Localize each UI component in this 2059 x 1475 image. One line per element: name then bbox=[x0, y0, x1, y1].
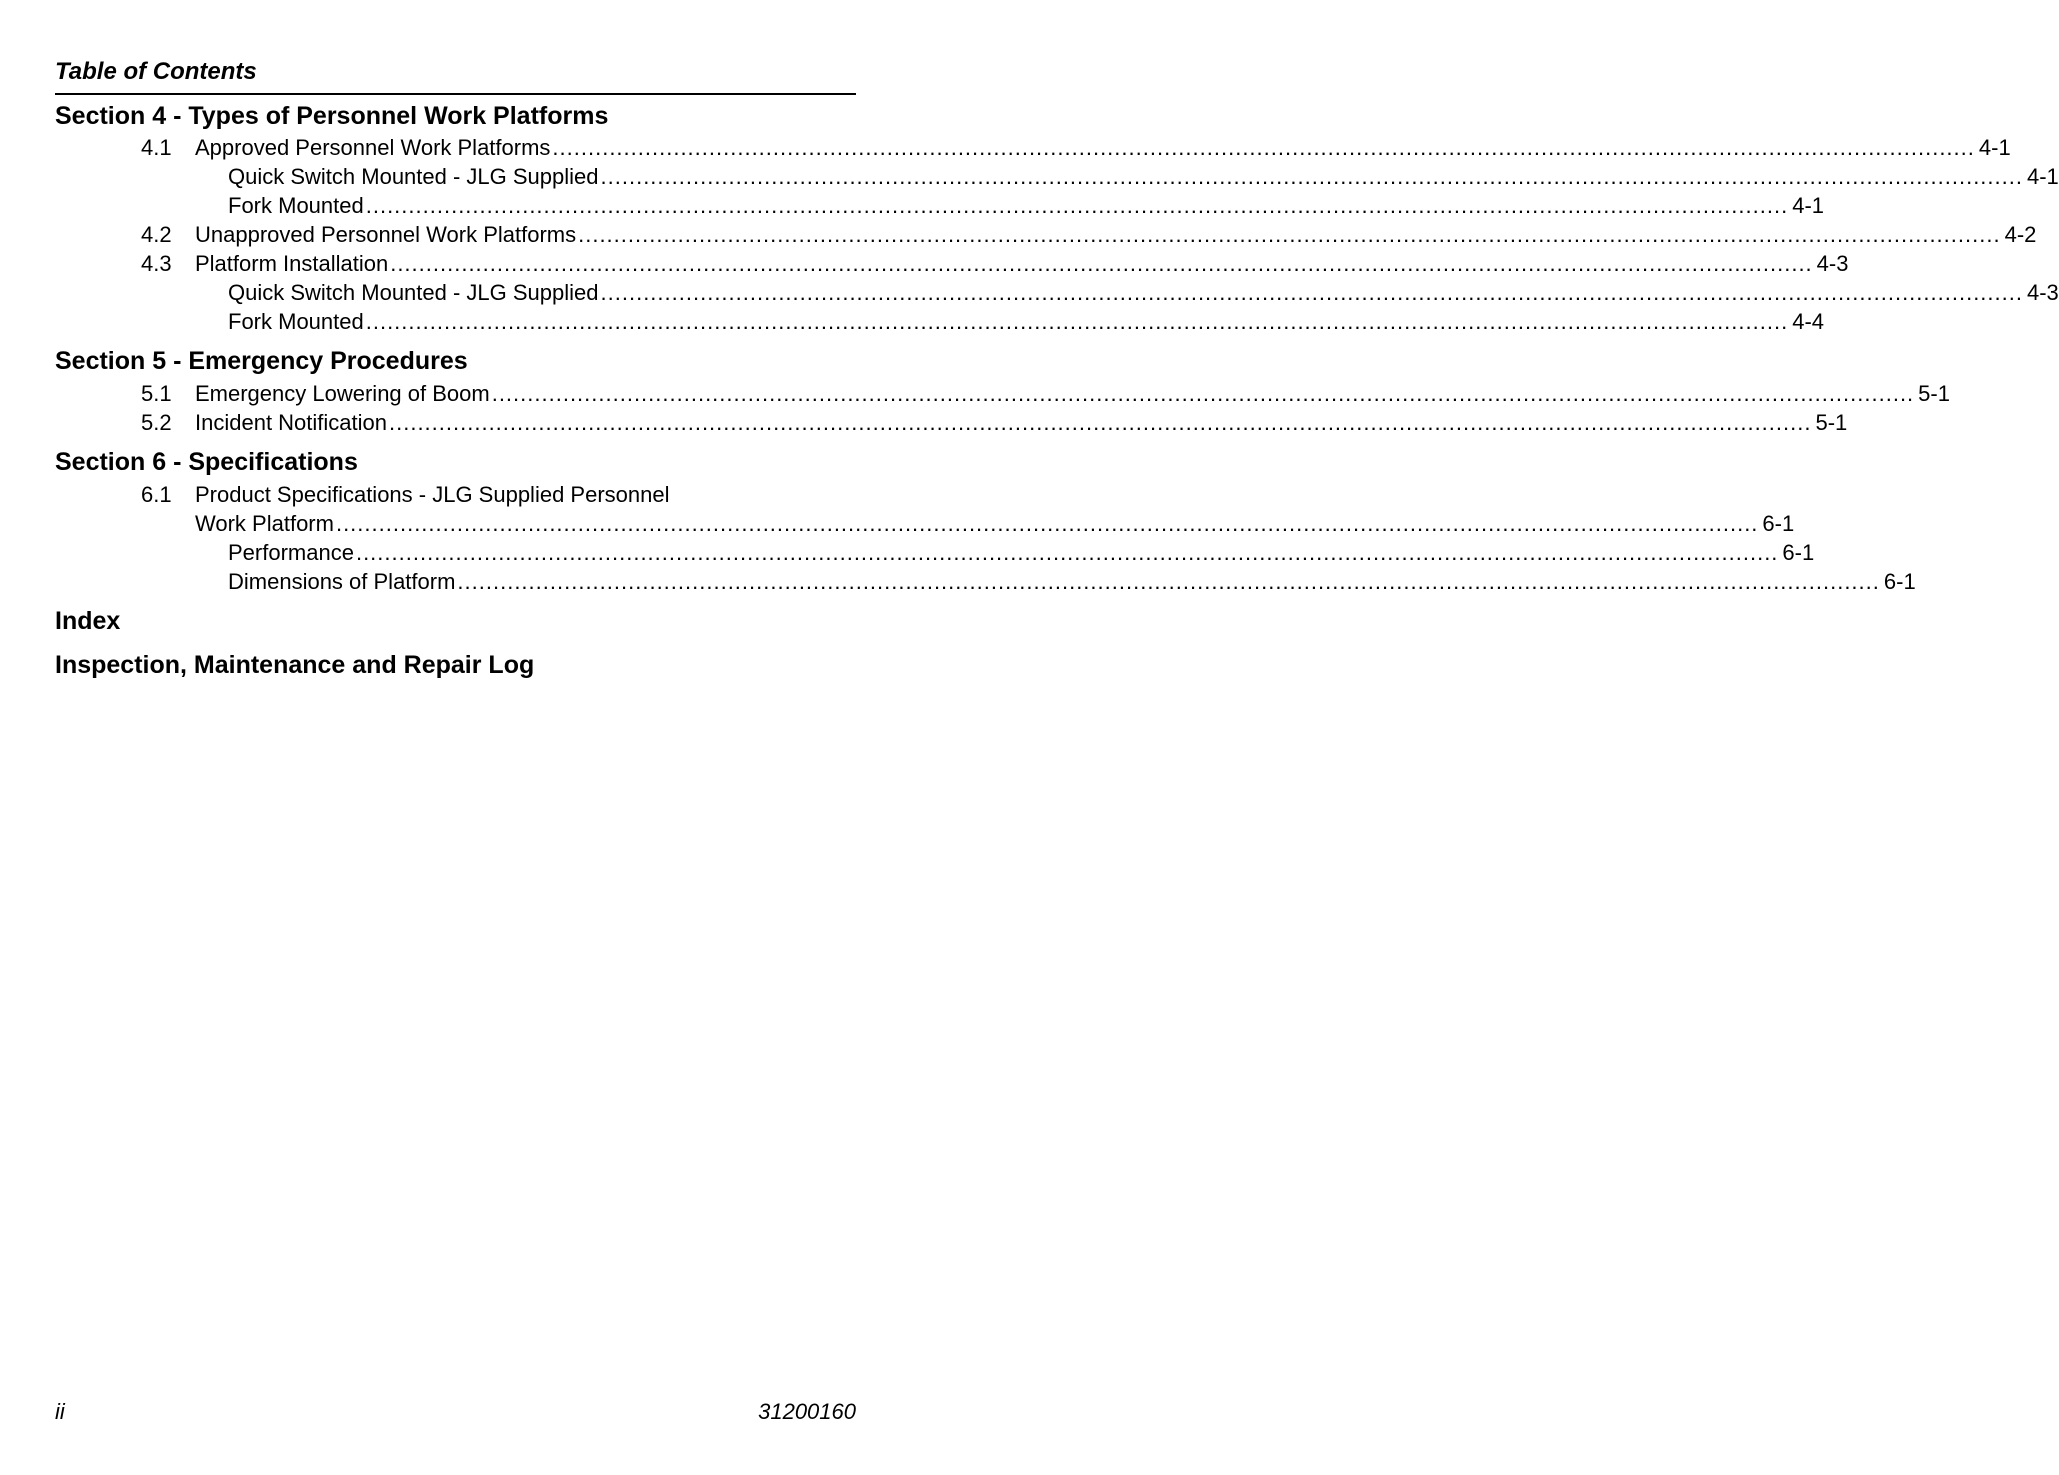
toc-entry-page: 4-3 bbox=[1816, 251, 1849, 276]
inspection-log-heading[interactable]: Inspection, Maintenance and Repair Log bbox=[55, 651, 535, 679]
section-6-heading[interactable]: Section 6 - Specifications bbox=[55, 448, 358, 476]
toc-entry-number: 4.1 bbox=[141, 135, 172, 160]
toc-entry-work-platform[interactable] bbox=[55, 509, 1795, 538]
page-title: Table of Contents bbox=[55, 58, 257, 85]
dot-leader: ........................................................................................................................................................................................................ bbox=[457, 569, 1880, 594]
toc-entry-dimensions-of-platform[interactable] bbox=[55, 567, 1916, 596]
toc-entry-4-3[interactable] bbox=[55, 249, 1849, 278]
toc-entry-5-1[interactable] bbox=[55, 379, 1950, 408]
toc-entry-title: Incident Notification bbox=[195, 410, 387, 435]
toc-entry-title: Product Specifications - JLG Supplied Personnel bbox=[195, 482, 670, 507]
index-heading[interactable]: Index bbox=[55, 607, 121, 635]
toc-entry-5-2[interactable] bbox=[55, 408, 1848, 437]
toc-entry-title: Fork Mounted bbox=[228, 309, 364, 334]
toc-entry-page: 6-1 bbox=[1762, 511, 1795, 536]
toc-entry-title: Quick Switch Mounted - JLG Supplied bbox=[228, 164, 599, 189]
toc-entry-number: 6.1 bbox=[141, 482, 172, 507]
dot-leader: ........................................................................................................................................................................................................ bbox=[335, 511, 1759, 536]
toc-entry-title: Dimensions of Platform bbox=[228, 569, 456, 594]
toc-page bbox=[55, 0, 2059, 1475]
toc-entry-title: Unapproved Personnel Work Platforms bbox=[195, 222, 577, 247]
toc-entry-fork-mounted[interactable] bbox=[55, 191, 1824, 220]
document-number: 31200160 bbox=[758, 1399, 856, 1424]
toc-entry-page: 4-4 bbox=[1792, 309, 1824, 334]
toc-entry-page: 4-1 bbox=[1792, 193, 1824, 218]
toc-entry-page: 4-2 bbox=[2004, 222, 2037, 247]
toc-entry-title: Quick Switch Mounted - JLG Supplied bbox=[228, 280, 599, 305]
toc-entry-quick-switch-mounted[interactable] bbox=[55, 278, 2059, 307]
dot-leader: ........................................................................................................................................................................................................ bbox=[390, 251, 1813, 276]
toc-entry-title: Performance bbox=[228, 540, 354, 565]
toc-entry-page: 4-3 bbox=[2026, 280, 2059, 305]
toc-entry-page: 5-1 bbox=[1815, 410, 1848, 435]
dot-leader: ........................................................................................................................................................................................................ bbox=[600, 280, 2023, 305]
toc-entry-number: 4.3 bbox=[141, 251, 172, 276]
toc-entry-page: 6-1 bbox=[1883, 569, 1916, 594]
toc-entry-number: 5.1 bbox=[141, 381, 172, 406]
toc-entry-4-1[interactable] bbox=[55, 133, 2011, 162]
toc-entry-number: 5.2 bbox=[141, 410, 172, 435]
toc-entry-6-1[interactable] bbox=[55, 480, 856, 509]
toc-entry-performance[interactable] bbox=[55, 538, 1815, 567]
dot-leader: ........................................................................................................................................................................................................ bbox=[600, 164, 2023, 189]
section-4-heading[interactable]: Section 4 - Types of Personnel Work Platforms bbox=[55, 102, 609, 130]
dot-leader: ........................................................................................................................................................................................................ bbox=[365, 309, 1789, 334]
dot-leader: ........................................................................................................................................................................................................ bbox=[491, 381, 1915, 406]
toc-entry-number: 4.2 bbox=[141, 222, 172, 247]
toc-entry-page: 4-1 bbox=[1978, 135, 2011, 160]
toc-entry-page: 6-1 bbox=[1782, 540, 1815, 565]
dot-leader: ........................................................................................................................................................................................................ bbox=[552, 135, 1975, 160]
toc-entry-title: Work Platform bbox=[195, 511, 334, 536]
toc-entry-title: Emergency Lowering of Boom bbox=[195, 381, 490, 406]
toc-entry-quick-switch-mounted[interactable] bbox=[55, 162, 2059, 191]
toc-entry-page: 4-1 bbox=[2026, 164, 2059, 189]
dot-leader: ........................................................................................................................................................................................................ bbox=[578, 222, 2001, 247]
header-divider bbox=[55, 93, 856, 95]
page-number: ii bbox=[55, 1399, 65, 1424]
toc-entry-title: Approved Personnel Work Platforms bbox=[195, 135, 551, 160]
toc-entry-4-2[interactable] bbox=[55, 220, 2037, 249]
section-5-heading[interactable]: Section 5 - Emergency Procedures bbox=[55, 347, 468, 375]
toc-entry-fork-mounted[interactable] bbox=[55, 307, 1824, 336]
toc-entry-title: Fork Mounted bbox=[228, 193, 364, 218]
dot-leader: ........................................................................................................................................................................................................ bbox=[365, 193, 1789, 218]
dot-leader: ........................................................................................................................................................................................................ bbox=[389, 410, 1812, 435]
toc-entry-title: Platform Installation bbox=[195, 251, 389, 276]
dot-leader: ........................................................................................................................................................................................................ bbox=[355, 540, 1779, 565]
toc-entry-page: 5-1 bbox=[1918, 381, 1950, 406]
